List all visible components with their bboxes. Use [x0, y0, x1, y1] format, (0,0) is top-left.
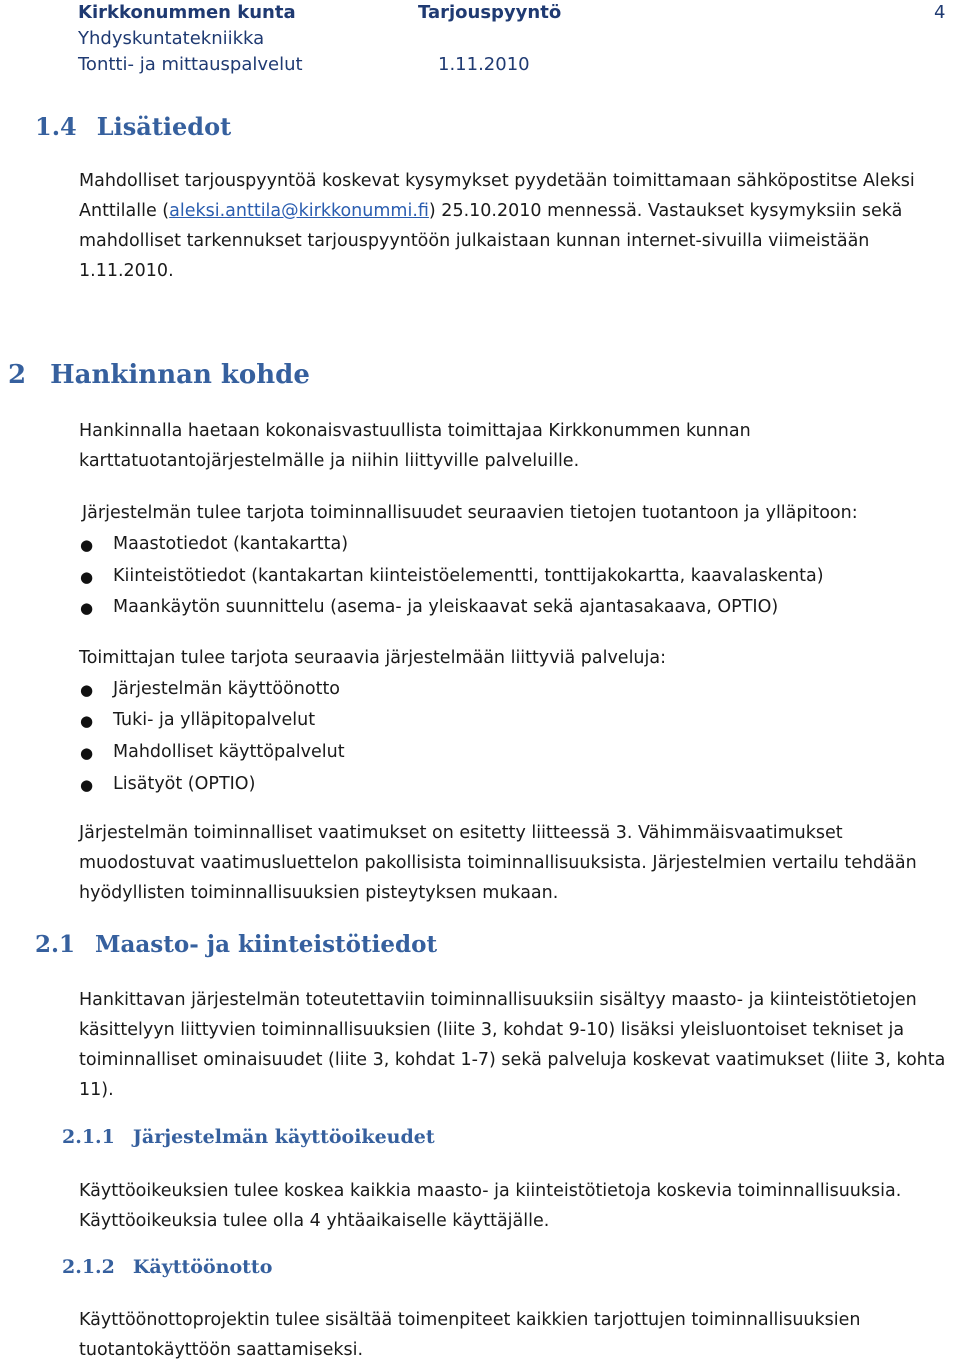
paragraph-requirements: Järjestelmän toiminnalliset vaatimukset on esitetty liitteessä 3. Vähimmäisvaatimukset muodostuvat vaatimusluettelon pakollisista toiminnallisuuksista. Järjestelmien vertailu tehdään hyödyllisten toiminnallisuuksien pisteytyksen mukaan. — [79, 823, 917, 903]
bullet-icon: ● — [80, 681, 94, 699]
list-item: Kiinteistötiedot (kantakartan kiinteistöelementti, tonttijakokartta, kaavalaskenta) — [113, 566, 824, 586]
header-doc-type: Tarjouspyyntö — [418, 2, 562, 23]
heading-number: 2.1.1 — [62, 1126, 115, 1148]
bullet-icon: ● — [80, 776, 94, 794]
heading-number: 2.1.2 — [62, 1256, 115, 1278]
heading-2 — [8, 360, 310, 390]
header-org: Kirkkonummen kunta — [78, 2, 296, 23]
bullet-icon: ● — [80, 568, 94, 586]
email-link[interactable]: aleksi.anttila@kirkkonummi.fi — [169, 201, 429, 221]
list-item: Maankäytön suunnittelu (asema- ja yleiskaavat sekä ajantasakaava, OPTIO) — [113, 597, 779, 617]
paragraph-2-1: Hankittavan järjestelmän toteutettaviin toiminnallisuuksiin sisältyy maasto- ja kiinteistötietojen käsittelyyn liittyvien toiminnallisuuksien (liite 3, kohdat 9-10) lisäksi yleisluontoiset tekniset ja toiminnalliset ominaisuudet (liite 3, kohdat 1-7) sekä palveluja koskevat vaatimukset (liite 3, kohta 11). — [79, 990, 946, 1100]
bullet-icon: ● — [80, 536, 94, 554]
header-date: 1.11.2010 — [438, 54, 530, 75]
services-lead: Toimittajan tulee tarjota seuraavia järjestelmään liittyviä palveluja: — [79, 648, 667, 668]
bullet-icon: ● — [80, 599, 94, 617]
paragraph-intro: Hankinnalla haetaan kokonaisvastuullista toimittajaa Kirkkonummen kunnan karttatuotantojärjestelmälle ja niihin liittyville palveluille. — [79, 421, 751, 471]
heading-title: Käyttöönotto — [132, 1256, 273, 1278]
heading-title: Järjestelmän käyttöoikeudet — [132, 1126, 435, 1148]
header-page-number: 4 — [934, 2, 946, 23]
bullet-icon: ● — [80, 744, 94, 762]
paragraph-2-1-2: Käyttöönottoprojektin tulee sisältää toimenpiteet kaikkien tarjottujen toiminnallisuuksien tuotantokäyttöön saattamiseksi. — [79, 1310, 861, 1360]
paragraph-text: Mahdolliset tarjouspyyntöä koskevat kysymykset pyydetään toimittamaan sähköpostitse Aleksi Anttilalle ( — [79, 171, 915, 221]
paragraph-2-1-1: Käyttöoikeuksien tulee koskea kaikkia maasto- ja kiinteistötietoja koskevia toiminnallisuuksia. Käyttöoikeuksia tulee olla 4 yhtäaikaiselle käyttäjälle. — [79, 1181, 902, 1231]
heading-number: 2.1 — [35, 931, 76, 958]
functions-lead: Järjestelmän tulee tarjota toiminnallisuudet seuraavien tietojen tuotantoon ja ylläpitoon: — [82, 503, 858, 523]
header-unit: Tontti- ja mittauspalvelut — [78, 54, 303, 75]
list-item: Tuki- ja ylläpitopalvelut — [113, 710, 316, 730]
heading-2-1-2 — [62, 1256, 272, 1278]
bullet-icon: ● — [80, 712, 94, 730]
heading-title: Hankinnan kohde — [50, 360, 310, 390]
heading-1-4 — [35, 112, 231, 141]
list-item: Järjestelmän käyttöönotto — [113, 679, 341, 699]
heading-2-1-1 — [62, 1126, 435, 1148]
header-dept: Yhdyskuntatekniikka — [78, 28, 265, 49]
heading-title: Maasto- ja kiinteistötiedot — [95, 931, 438, 958]
paragraph-lisatiedot — [79, 166, 919, 286]
list-item: Maastotiedot (kantakartta) — [113, 534, 349, 554]
list-item: Lisätyöt (OPTIO) — [113, 774, 256, 794]
heading-number: 1.4 — [35, 112, 77, 141]
heading-2-1 — [35, 931, 437, 958]
heading-number: 2 — [8, 360, 27, 390]
list-item: Mahdolliset käyttöpalvelut — [113, 742, 345, 762]
heading-title: Lisätiedot — [96, 112, 232, 141]
paragraph-text: ) 25.10.2010 mennessä. Vastaukset kysymyksiin sekä mahdolliset tarkennukset tarjouspyyntöön julkaistaan kunnan internet-sivuilla viimeistään 1.11.2010. — [79, 201, 903, 281]
